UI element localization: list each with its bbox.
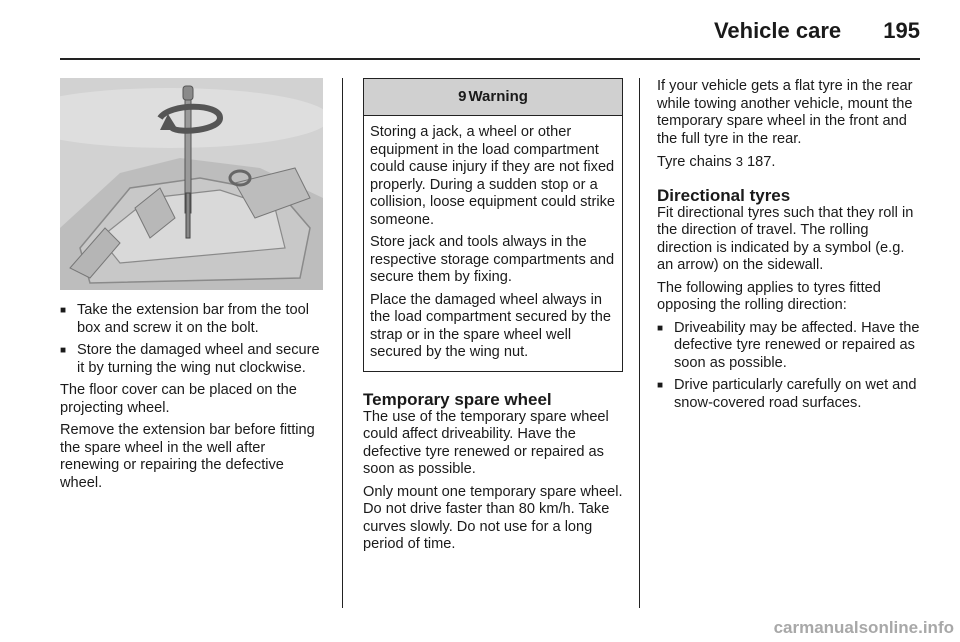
cross-reference: Tyre chains 3 187. bbox=[657, 154, 776, 170]
paragraph: Store jack and tools always in the respective storage compartments and secure them by fixing. bbox=[370, 234, 615, 285]
list-item: ■ Store the damaged wheel and secure it by turning the wing nut clockwise. bbox=[60, 342, 320, 376]
watermark: carmanualsonline.info bbox=[773, 618, 954, 637]
column-right bbox=[657, 78, 922, 417]
paragraph: Storing a jack, a wheel or other equipment in the load compartment could cause injury if they are not fixed properly. During a sudden stop or a collision, loose equipment could strike someone. bbox=[370, 124, 615, 228]
paragraph: The following applies to tyres fitted opposing the rolling direction: bbox=[657, 279, 881, 313]
arrow-icon: 3 bbox=[735, 154, 743, 169]
warning-title: Warning bbox=[468, 88, 528, 106]
section-heading: Temporary spare wheel bbox=[363, 389, 552, 409]
list-item: ■ Drive particularly carefully on wet and snow-covered road surfaces. bbox=[657, 377, 917, 411]
column-divider bbox=[342, 78, 343, 608]
bullet-icon: ■ bbox=[657, 380, 664, 391]
paragraph: If your vehicle gets a flat tyre in the rear while towing another vehicle, mount the temporary spare wheel in the front and the full tyre in the rear. bbox=[657, 78, 913, 147]
wheel-well-illustration bbox=[60, 78, 323, 290]
effects-list bbox=[657, 320, 922, 413]
warning-body bbox=[364, 116, 622, 371]
paragraph: Fit directional tyres such that they roll in the direction of travel. The rolling direction is indicated by a symbol (e.g. an arrow) on the sidewall. bbox=[657, 204, 914, 273]
section-title: Vehicle care bbox=[713, 18, 842, 43]
paragraph: The floor cover can be placed on the projecting wheel. bbox=[60, 382, 297, 416]
bullet-icon: ■ bbox=[657, 322, 664, 334]
bullet-icon: ■ bbox=[60, 305, 67, 316]
column-divider bbox=[639, 78, 640, 608]
page-header bbox=[714, 18, 920, 44]
step-list bbox=[60, 302, 324, 377]
header-rule bbox=[60, 58, 920, 60]
list-item: ■ Driveability may be affected. Have the defective tyre renewed or repaired as soon as possible. bbox=[657, 319, 920, 371]
warning-triangle-icon: 9 bbox=[458, 88, 467, 106]
warning-header bbox=[364, 79, 622, 116]
section-heading: Directional tyres bbox=[657, 185, 791, 205]
warning-box bbox=[363, 78, 623, 372]
paragraph: Remove the extension bar before fitting the spare wheel in the well after renewing or repairing the defective wheel. bbox=[60, 422, 315, 491]
page-number: 195 bbox=[883, 18, 920, 43]
paragraph: Only mount one temporary spare wheel. Do not drive faster than 80 km/h. Take curves slowly. Do not use for a long period of time. bbox=[363, 483, 623, 552]
spare-wheel-illustration bbox=[60, 78, 323, 290]
column-left bbox=[60, 78, 324, 497]
page-link[interactable]: 187. bbox=[746, 154, 776, 170]
list-item: ■ Take the extension bar from the tool box and screw it on the bolt. bbox=[60, 302, 310, 336]
paragraph: The use of the temporary spare wheel could affect driveability. Have the defective tyre renewed or repaired as soon as possible. bbox=[363, 408, 609, 477]
column-middle bbox=[363, 78, 623, 559]
paragraph: Place the damaged wheel always in the load compartment secured by the strap or in the spare wheel well secured by the wing nut. bbox=[370, 291, 611, 360]
bullet-icon: ■ bbox=[60, 345, 67, 356]
